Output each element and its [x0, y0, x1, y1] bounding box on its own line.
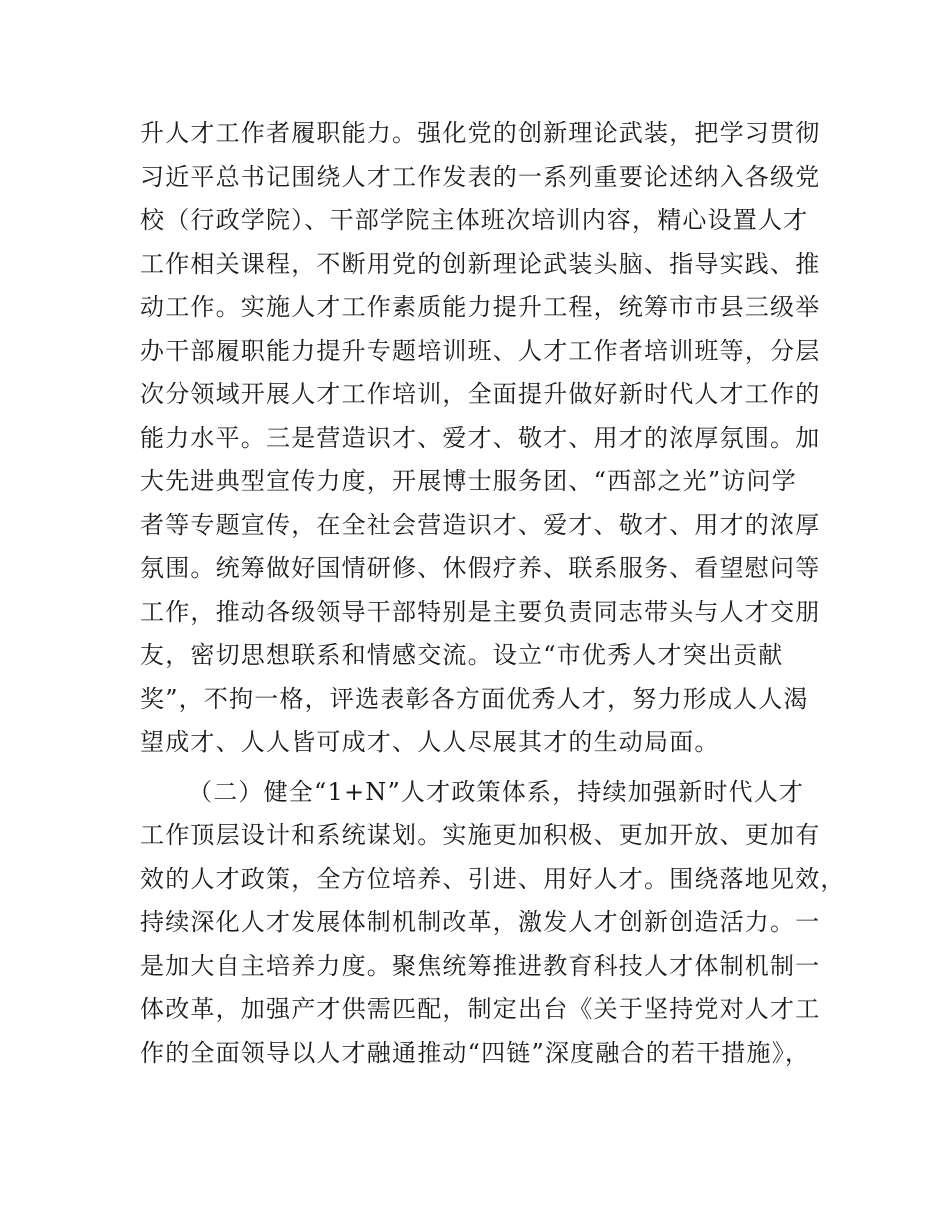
text-line: 持续深化人才发展体制机制改革，激发人才创新创造活力。一: [140, 908, 821, 936]
text-line: 体改革，加强产才供需匹配，制定出台《关于坚持党对人才工: [140, 995, 821, 1023]
text-line: 能力水平。三是营造识才、爱才、敬才、用才的浓厚氛围。加: [140, 423, 821, 452]
text-line: 校（行政学院）、干部学院主体班次培训内容，精心设置人才: [140, 206, 809, 234]
text-line: 是加大自主培养力度。聚焦统筹推进教育科技人才体制机制一: [140, 951, 821, 980]
text-line: 奖”，不拘一格，评选表彰各方面优秀人才，努力形成人人渴: [140, 684, 809, 713]
text-line: 办干部履职能力提升专题培训班、人才工作者培训班等，分层: [140, 336, 821, 365]
text-line: 工作顶层设计和系统谋划。实施更加积极、更加开放、更加有: [140, 821, 821, 849]
text-line: 者等专题宣传，在全社会营造识才、爱才、敬才、用才的浓厚: [140, 510, 821, 539]
text-line: 次分领域开展人才工作培训，全面提升做好新时代人才工作的: [140, 380, 821, 408]
text-line: 作的全面领导以人才融通推动“四链”深度融合的若干措施》，: [140, 1038, 811, 1067]
text-line: 工作，推动各级领导干部特别是主要负责同志带头与人才交朋: [140, 597, 821, 626]
text-line: 升人才工作者履职能力。强化党的创新理论武装，把学习贯彻: [140, 119, 821, 147]
text-line: 氛围。统筹做好国情研修、休假疗养、联系服务、看望慰问等: [140, 554, 821, 582]
text-line: 工作相关课程，不断用党的创新理论武装头脑、指导实践、推: [140, 249, 821, 278]
text-line-indented: （二）健全“1+N”人才政策体系，持续加强新时代人才: [188, 777, 805, 806]
text-line: 望成才、人人皆可成才、人人尽展其才的生动局面。: [140, 728, 720, 756]
text-line: 大先进典型宣传力度，开展博士服务团、“西部之光”访问学: [140, 467, 797, 495]
paragraph-1: [140, 112, 820, 765]
text-line: 友，密切思想联系和情感交流。设立“市优秀人才突出贡献: [140, 641, 784, 669]
paragraph-2: [140, 771, 846, 1076]
text-line: 效的人才政策，全方位培养、引进、用好人才。围绕落地见效，: [140, 864, 846, 893]
text-line: 习近平总书记围绕人才工作发表的一系列重要论述纳入各级党: [140, 162, 821, 191]
document-body: [140, 112, 846, 1075]
text-line: 动工作。实施人才工作素质能力提升工程，统筹市市县三级举: [140, 293, 821, 321]
